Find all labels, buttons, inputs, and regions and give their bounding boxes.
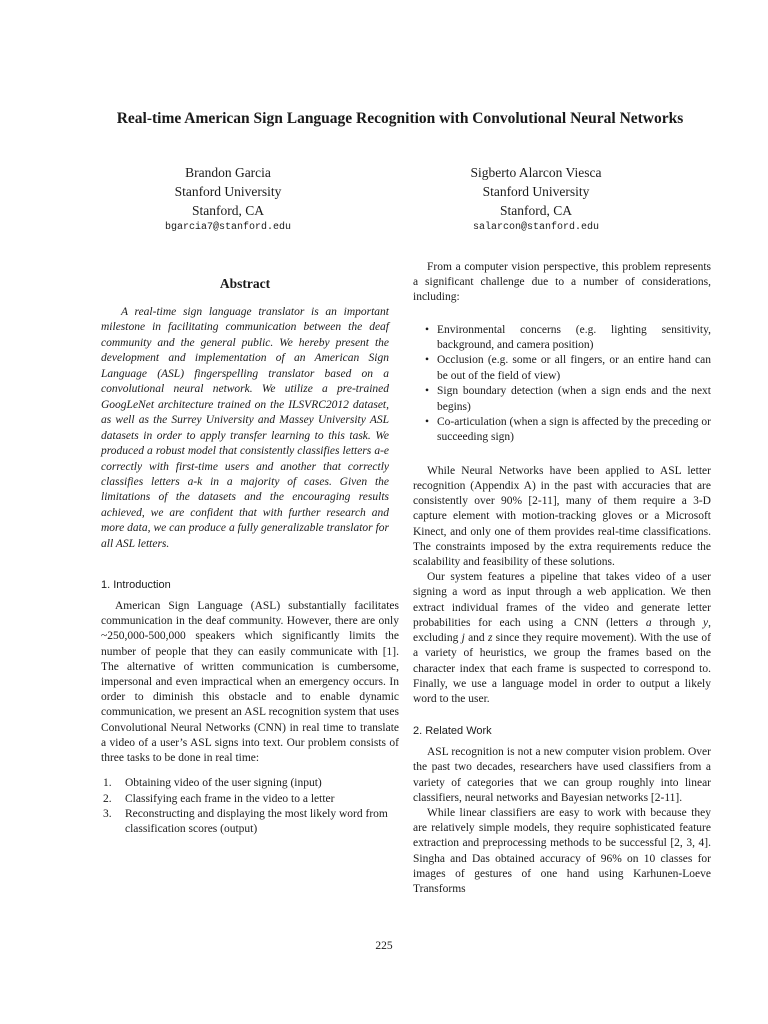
right-column [413, 260, 711, 897]
list-item: 1. Obtaining video of the user signing (input) [103, 777, 322, 790]
list-item: • Co-articulation (when a sign is affected by the preceding or succeeding sign) [425, 416, 711, 444]
considerations-list [413, 323, 711, 446]
related-work-heading: 2. Related Work [413, 725, 492, 738]
list-item: • Sign boundary detection (when a sign ends and the next begins) [425, 385, 711, 413]
author-block-1 [103, 163, 353, 235]
abstract-heading: Abstract [219, 276, 271, 291]
list-item: • Occlusion (e.g. some or all fingers, or an entire hand can be out of the field of view) [425, 354, 711, 382]
related-work-paragraph-2: While linear classifiers are easy to work with because they are relatively simple models, they require sophisticated feature extraction and preprocessing methods to be successful [2, 3, 4]. Singha and Das obtained accuracy of 96% on 10 classes for images of gestures of one hand using Karhunen-Loeve Transforms [413, 806, 711, 895]
abstract-text: A real-time sign language translator is an important milestone in facilitating communication between the deaf community and the general public. We hereby present the development and implementation of an American Sign Language (ASL) fingerspelling translator based on a convolutional neural network. We utilize a pre-trained GoogLeNet architecture trained on the ILSVRC2012 dataset, as well as the Surrey University and Massey University ASL datasets in order to apply transfer learning to this task. We produced a robust model that consistently classifies letters a-e correctly with first-time users and another that correctly classifies letters a-k in a majority of cases. Given the limitations of the datasets and the encouraging results achieved, we are confident that with further research and more data, we can produce a fully generalizable translator for all ASL letters. [101, 306, 389, 550]
related-work-paragraph-1: ASL recognition is not a new computer vision problem. Over the past two decades, researchers have used classifiers from a variety of categories that we can group roughly into linear classifiers, neural networks and Bayesian networks [2-11]. [413, 746, 711, 804]
paper-title: Real-time American Sign Language Recognition with Convolutional Neural Networks [116, 110, 684, 127]
challenge-paragraph: From a computer vision perspective, this problem represents a significant challenge due to a number of considerations, including: [413, 261, 711, 304]
system-paragraph: Our system features a pipeline that takes video of a user signing a word as input through a web application. We then extract individual frames of the video and generate letter probabilities for each using a CNN (letters a through y, excluding j and z since they require movement). With the use of a variety of heuristics, we group the frames based on the character index that each frame is suspected to correspond to. Finally, we use a language model in order to output a likely word to the user. [413, 571, 711, 705]
bullet-icon: • [425, 323, 430, 336]
introduction-paragraph: American Sign Language (ASL) substantially facilitates communication in the deaf community. However, there are only ~250,000-500,000 speakers which significantly limits the number of people that they can easily communicate with [1]. The alternative of written communication is cumbersome, impersonal and even impractical when an emergency occurs. In order to diminish this obstacle and to enable dynamic communication, we present an ASL recognition system that uses Convolutional Neural Networks (CNN) in real time to translate a video of a user’s ASL signs into text. Our problem consists of three tasks to be done in real time: [101, 600, 399, 765]
author-name: Brandon Garcia [185, 165, 271, 180]
author-location: Stanford, CA [500, 203, 572, 218]
list-item: 3. Reconstructing and displaying the most likely word from classification scores (output) [103, 808, 388, 836]
author-location: Stanford, CA [192, 203, 264, 218]
introduction-section [101, 578, 399, 838]
bullet-icon: • [425, 385, 430, 398]
page-number: 225 [375, 940, 393, 952]
task-list [101, 776, 399, 838]
list-item: • Environmental concerns (e.g. lighting sensitivity, background, and camera position) [425, 323, 711, 352]
list-item: 2. Classifying each frame in the video to a letter [103, 792, 335, 805]
author-name: Sigberto Alarcon Viesca [470, 165, 602, 180]
author-email: bgarcia7@stanford.edu [164, 222, 292, 233]
neural-network-paragraph: While Neural Networks have been applied to ASL letter recognition (Appendix A) in the past with accuracies that are consistently over 90% [2-11], many of them require a 3-D capture element with motion-tracking gloves or a Microsoft Kinect, and only one of them provides real-time classifications. The constraints imposed by the extra requirements reduce the scalability and feasibility of these solutions. [413, 464, 711, 569]
introduction-heading: 1. Introduction [101, 579, 171, 591]
bullet-icon: • [425, 354, 430, 367]
author-affiliation: Stanford University [174, 184, 282, 199]
author-affiliation: Stanford University [482, 184, 590, 199]
bullet-icon: • [425, 416, 430, 429]
author-email: salarcon@stanford.edu [472, 222, 600, 233]
author-block-2 [411, 163, 661, 235]
